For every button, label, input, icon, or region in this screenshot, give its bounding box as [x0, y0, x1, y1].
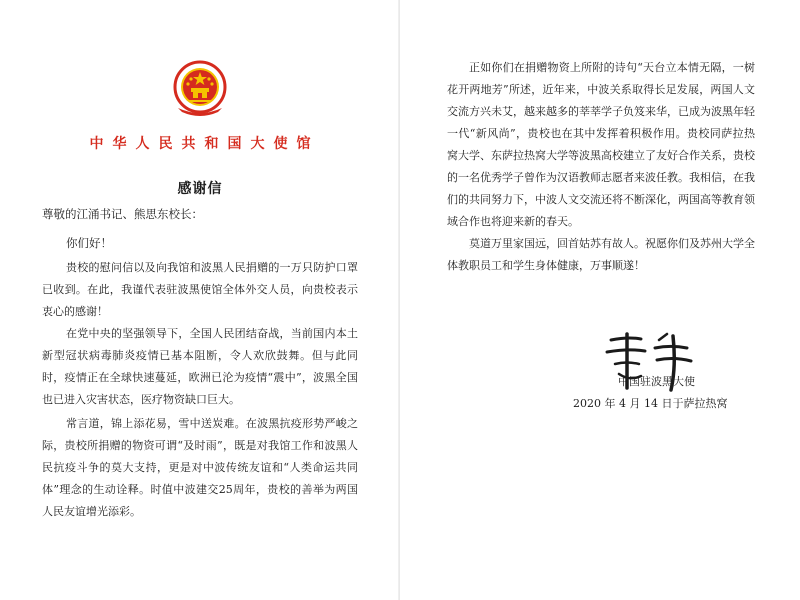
- body-paragraph: 贵校的慰问信以及向我馆和波黑人民捐赠的一万只防护口罩已收到。在此，我谨代表驻波黑使馆全体外交人员，向贵校表示衷心的感谢！: [42, 261, 358, 318]
- letter-page-right: [400, 0, 800, 600]
- body-paragraph: 正如你们在捐赠物资上所附的诗句“天台立本情无隔，一树花开两地芳”所述，近年来，中波关系取得长足发展，两国人文交流方兴未艾，越来越多的莘莘学子负笈来华，已成为波黑年轻一代“新风尚”，贵校也在其中发挥着积极作用。贵校同萨拉热窝大学、东萨拉热窝大学等波黑高校建立了友好合作关系，贵校的一名优秀学子曾作为汉语教师志愿者来波任教。我相信，在我们的共同努力下，中波人文交流还将不断深化，两国高等教育领域合作也将迎来新的春天。: [447, 61, 755, 228]
- salutation: 尊敬的江涌书记、熊思东校长：: [42, 207, 203, 221]
- body-paragraph: 在党中央的坚强领导下，全国人民团结奋战，当前国内本土新型冠状病毒肺炎疫情已基本阻断，令人欢欣鼓舞。但与此同时，疫情正在全球快速蔓延，欧洲已沦为疫情“震中”，波黑全国也已进入灾害状态，医疗物资缺口巨大。: [42, 327, 358, 406]
- national-emblem-icon: [170, 56, 230, 116]
- signing-date: 2020 年 4 月 14 日于萨拉热窝: [573, 397, 728, 410]
- signatory-title: 中国驻波黑大使: [618, 375, 695, 388]
- embassy-name: 中华人民共和国大使馆: [89, 136, 320, 152]
- body-paragraph: 常言道，锦上添花易，雪中送炭难。在波黑抗疫形势严峻之际，贵校所捐赠的物资可谓“及时雨”，既是对我馆工作和波黑人民抗疫斗争的莫大支持，更是对中波传统友谊和“人类命运共同体”理念的生动诠释。时值中波建交25周年，贵校的善举为两国人民友谊增光添彩。: [42, 417, 358, 518]
- greeting: 你们好！: [66, 236, 112, 250]
- letter-title: 感谢信: [177, 181, 223, 197]
- body-paragraph: 莫道万里家国远，回首姑苏有故人。祝愿你们及苏州大学全体教职员工和学生身体健康，万事顺遂！: [447, 237, 755, 272]
